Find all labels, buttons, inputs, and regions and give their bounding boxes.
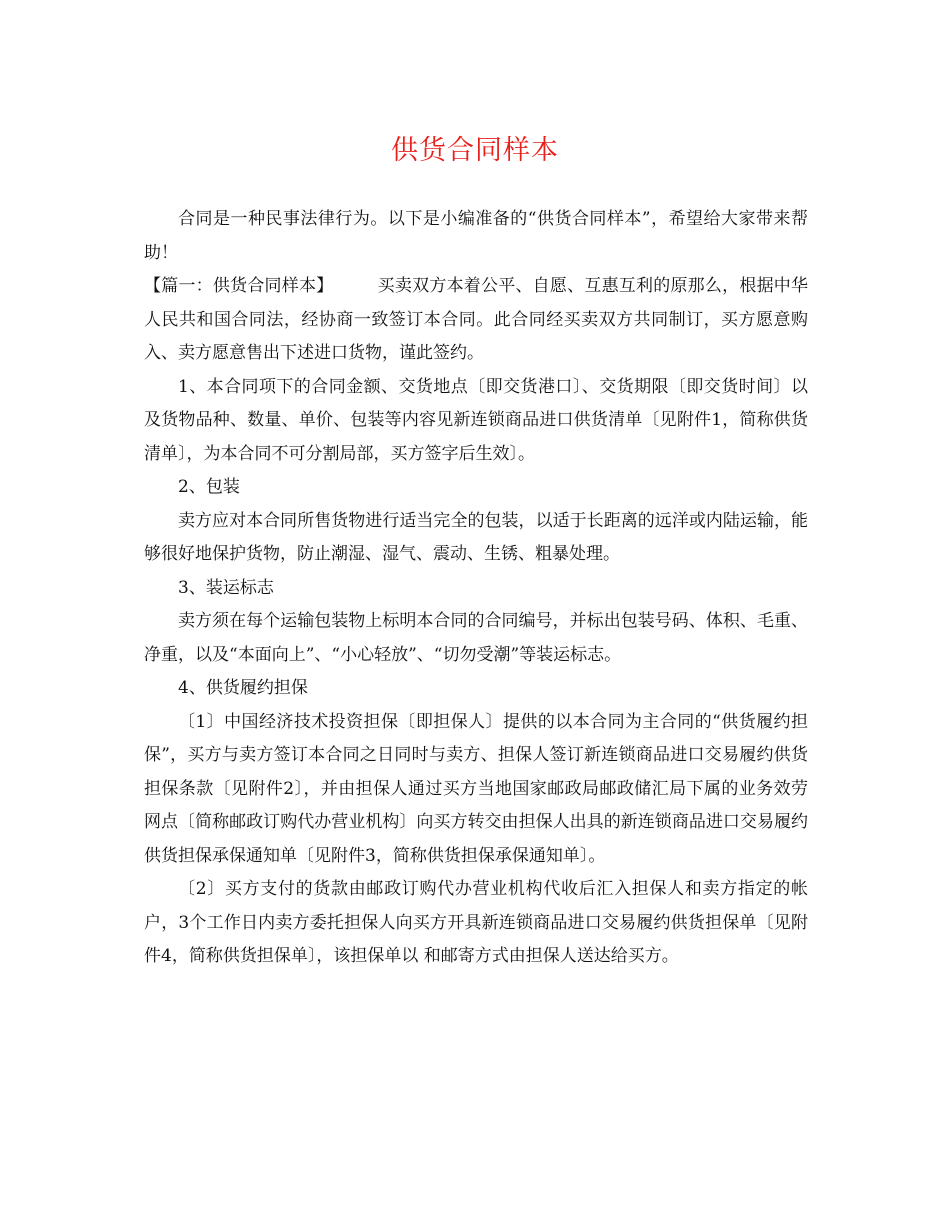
clause-2-paragraph: 卖方应对本合同所售货物进行适当完全的包装，以适于长距离的远洋或内陆运输，能够很好地保护货物，防止潮湿、湿气、震动、生锈、粗暴处理。 xyxy=(144,510,808,564)
section-paragraph xyxy=(144,270,808,371)
document-body xyxy=(144,203,808,974)
clause-4-2-paragraph: 〔2〕买方支付的货款由邮政订购代办营业机构代收后汇入担保人和卖方指定的帐户，3个工作日内卖方委托担保人向买方开具新连锁商品进口交易履约供货担保单〔见附件4，简称供货担保单〕，该担保单以 和邮寄方式由担保人送达给买方。 xyxy=(144,879,808,966)
section-heading: 【篇一：供货合同样本】 xyxy=(144,276,334,296)
clause-4-1-paragraph: 〔1〕中国经济技术投资担保〔即担保人〕提供的以本合同为主合同的“供货履约担保”，买方与卖方签订本合同之日同时与卖方、担保人签订新连锁商品进口交易履约供货担保条款〔见附件2〕，并由担保人通过买方当地国家邮政局邮政储汇局下属的业务效劳网点〔简称邮政订购代办营业机构〕向买方转交由担保人出具的新连锁商品进口交易履约供货担保承保通知单〔见附件3，简称供货担保承保通知单〕。 xyxy=(144,711,808,866)
clause-3-paragraph: 卖方须在每个运输包装物上标明本合同的合同编号，并标出包装号码、体积、毛重、净重，以及“本面向上”、“小心轻放”、“切勿受潮”等装运标志。 xyxy=(144,611,808,665)
document-title: 供货合同样本 xyxy=(391,135,559,166)
clause-4-heading: 4、供货履约担保 xyxy=(178,678,308,698)
section-opening: 买卖双方本着公平、自愿、互惠互利的原那么，根据中华人民共和国合同法，经协商一致签订本合同。此合同经买卖双方共同制订，买方愿意购入、卖方愿意售出下述进口货物，谨此签约。 xyxy=(144,276,809,363)
intro-paragraph: 合同是一种民事法律行为。以下是小编准备的“供货合同样本”，希望给大家带来帮助！ xyxy=(144,209,808,263)
clause-1-paragraph: 1、本合同项下的合同金额、交货地点〔即交货港口〕、交货期限〔即交货时间〕以及货物品种、数量、单价、包装等内容见新连锁商品进口供货清单〔见附件1，简称供货清单〕，为本合同不可分割局部，买方签字后生效〕。 xyxy=(144,376,808,464)
clause-2-heading: 2、包装 xyxy=(178,477,240,497)
clause-3-heading: 3、装运标志 xyxy=(178,577,274,598)
